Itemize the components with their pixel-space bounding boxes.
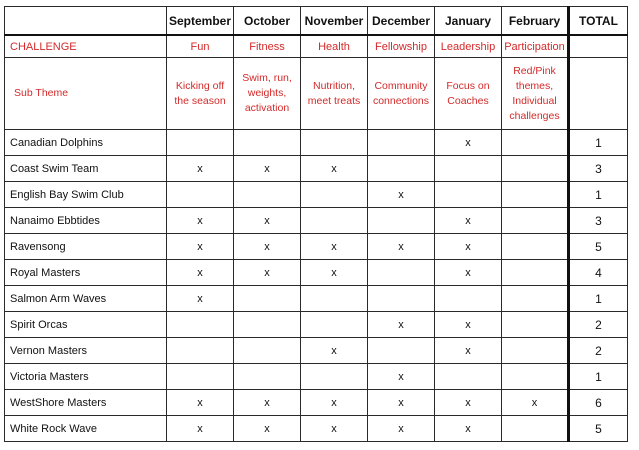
participation-mark-cell: x: [435, 208, 502, 234]
team-name-cell: Canadian Dolphins: [5, 130, 167, 156]
challenge-cell: Health: [301, 35, 368, 58]
participation-mark-cell: [234, 286, 301, 312]
month-header: February: [502, 7, 569, 36]
participation-mark-cell: [435, 286, 502, 312]
team-name-cell: WestShore Masters: [5, 390, 167, 416]
participation-mark-cell: [301, 286, 368, 312]
participation-mark-cell: [435, 364, 502, 390]
participation-mark-cell: x: [234, 208, 301, 234]
participation-mark-cell: x: [234, 234, 301, 260]
participation-mark-cell: [502, 312, 569, 338]
team-name-cell: Victoria Masters: [5, 364, 167, 390]
participation-mark-cell: [301, 312, 368, 338]
challenge-cell: Fun: [167, 35, 234, 58]
team-name-cell: Vernon Masters: [5, 338, 167, 364]
participation-mark-cell: [368, 156, 435, 182]
challenge-table: [4, 6, 628, 442]
participation-mark-cell: x: [167, 156, 234, 182]
participation-mark-cell: x: [301, 416, 368, 442]
participation-mark-cell: [234, 182, 301, 208]
participation-mark-cell: x: [435, 260, 502, 286]
participation-mark-cell: [234, 338, 301, 364]
participation-mark-cell: x: [435, 416, 502, 442]
challenge-row: [5, 35, 628, 58]
subtheme-row: [5, 58, 628, 130]
participation-mark-cell: [301, 208, 368, 234]
participation-mark-cell: [167, 130, 234, 156]
participation-mark-cell: [502, 182, 569, 208]
month-header-row: [5, 7, 628, 36]
table-row: [5, 338, 628, 364]
team-total-cell: 1: [569, 182, 628, 208]
participation-mark-cell: [167, 338, 234, 364]
participation-mark-cell: [502, 156, 569, 182]
table-row: [5, 312, 628, 338]
team-total-cell: 5: [569, 416, 628, 442]
team-name-cell: English Bay Swim Club: [5, 182, 167, 208]
participation-mark-cell: [368, 130, 435, 156]
challenge-cell: Leadership: [435, 35, 502, 58]
participation-mark-cell: x: [301, 156, 368, 182]
participation-mark-cell: [502, 286, 569, 312]
participation-mark-cell: [502, 416, 569, 442]
participation-mark-cell: [435, 156, 502, 182]
participation-mark-cell: x: [435, 390, 502, 416]
team-name-cell: Salmon Arm Waves: [5, 286, 167, 312]
month-header: December: [368, 7, 435, 36]
team-total-cell: 2: [569, 312, 628, 338]
participation-mark-cell: [435, 182, 502, 208]
table-row: [5, 416, 628, 442]
participation-mark-cell: x: [502, 390, 569, 416]
participation-mark-cell: x: [167, 416, 234, 442]
participation-mark-cell: x: [167, 260, 234, 286]
team-total-cell: 3: [569, 156, 628, 182]
subtheme-cell: Swim, run, weights, activation: [234, 58, 301, 130]
table-row: [5, 156, 628, 182]
team-name-cell: Coast Swim Team: [5, 156, 167, 182]
team-total-cell: 1: [569, 364, 628, 390]
participation-mark-cell: x: [234, 390, 301, 416]
participation-mark-cell: [167, 182, 234, 208]
participation-mark-cell: x: [435, 312, 502, 338]
participation-mark-cell: [502, 260, 569, 286]
challenge-cell: Fellowship: [368, 35, 435, 58]
participation-mark-cell: [301, 130, 368, 156]
month-header: November: [301, 7, 368, 36]
team-total-cell: 1: [569, 130, 628, 156]
month-header: January: [435, 7, 502, 36]
challenge-table-container: [4, 6, 628, 442]
participation-mark-cell: x: [167, 286, 234, 312]
participation-mark-cell: x: [167, 234, 234, 260]
participation-mark-cell: [368, 208, 435, 234]
participation-mark-cell: x: [234, 260, 301, 286]
table-row: [5, 182, 628, 208]
month-header: September: [167, 7, 234, 36]
participation-mark-cell: [502, 364, 569, 390]
table-row: [5, 208, 628, 234]
team-total-cell: 1: [569, 286, 628, 312]
participation-mark-cell: [368, 260, 435, 286]
participation-mark-cell: [167, 364, 234, 390]
participation-mark-cell: x: [368, 182, 435, 208]
challenge-total-cell: [569, 35, 628, 58]
table-row: [5, 130, 628, 156]
team-name-cell: Spirit Orcas: [5, 312, 167, 338]
team-total-cell: 6: [569, 390, 628, 416]
participation-mark-cell: x: [167, 208, 234, 234]
subtheme-cell: Community connections: [368, 58, 435, 130]
subtheme-cell: Nutrition, meet treats: [301, 58, 368, 130]
participation-mark-cell: x: [435, 338, 502, 364]
team-rows: [5, 130, 628, 442]
table-row: [5, 234, 628, 260]
participation-mark-cell: [502, 234, 569, 260]
participation-mark-cell: x: [301, 260, 368, 286]
participation-mark-cell: x: [301, 234, 368, 260]
team-name-cell: Royal Masters: [5, 260, 167, 286]
participation-mark-cell: [368, 338, 435, 364]
subtheme-total-cell: [569, 58, 628, 130]
participation-mark-cell: x: [301, 338, 368, 364]
table-row: [5, 390, 628, 416]
participation-mark-cell: x: [368, 364, 435, 390]
participation-mark-cell: x: [368, 390, 435, 416]
header-corner-cell: [5, 7, 167, 36]
table-row: [5, 286, 628, 312]
participation-mark-cell: [167, 312, 234, 338]
participation-mark-cell: [234, 364, 301, 390]
participation-mark-cell: x: [368, 416, 435, 442]
subtheme-cell: Red/Pink themes, Individual challenges: [502, 58, 569, 130]
participation-mark-cell: x: [234, 156, 301, 182]
team-name-cell: White Rock Wave: [5, 416, 167, 442]
participation-mark-cell: x: [301, 390, 368, 416]
total-header: TOTAL: [569, 7, 628, 36]
participation-mark-cell: [301, 364, 368, 390]
table-row: [5, 364, 628, 390]
subtheme-cell: Focus on Coaches: [435, 58, 502, 130]
participation-mark-cell: [301, 182, 368, 208]
participation-mark-cell: x: [435, 234, 502, 260]
participation-mark-cell: x: [234, 416, 301, 442]
subtheme-cell: Kicking off the season: [167, 58, 234, 130]
month-header: October: [234, 7, 301, 36]
participation-mark-cell: x: [435, 130, 502, 156]
subtheme-label: Sub Theme: [5, 58, 167, 130]
team-total-cell: 3: [569, 208, 628, 234]
challenge-label: CHALLENGE: [5, 35, 167, 58]
participation-mark-cell: [234, 130, 301, 156]
participation-mark-cell: [234, 312, 301, 338]
participation-mark-cell: [502, 338, 569, 364]
challenge-cell: Participation: [502, 35, 569, 58]
team-total-cell: 4: [569, 260, 628, 286]
team-total-cell: 5: [569, 234, 628, 260]
team-name-cell: Nanaimo Ebbtides: [5, 208, 167, 234]
participation-mark-cell: x: [167, 390, 234, 416]
participation-mark-cell: [502, 130, 569, 156]
participation-mark-cell: x: [368, 234, 435, 260]
participation-mark-cell: [502, 208, 569, 234]
participation-mark-cell: x: [368, 312, 435, 338]
challenge-cell: Fitness: [234, 35, 301, 58]
participation-mark-cell: [368, 286, 435, 312]
table-row: [5, 260, 628, 286]
team-total-cell: 2: [569, 338, 628, 364]
team-name-cell: Ravensong: [5, 234, 167, 260]
